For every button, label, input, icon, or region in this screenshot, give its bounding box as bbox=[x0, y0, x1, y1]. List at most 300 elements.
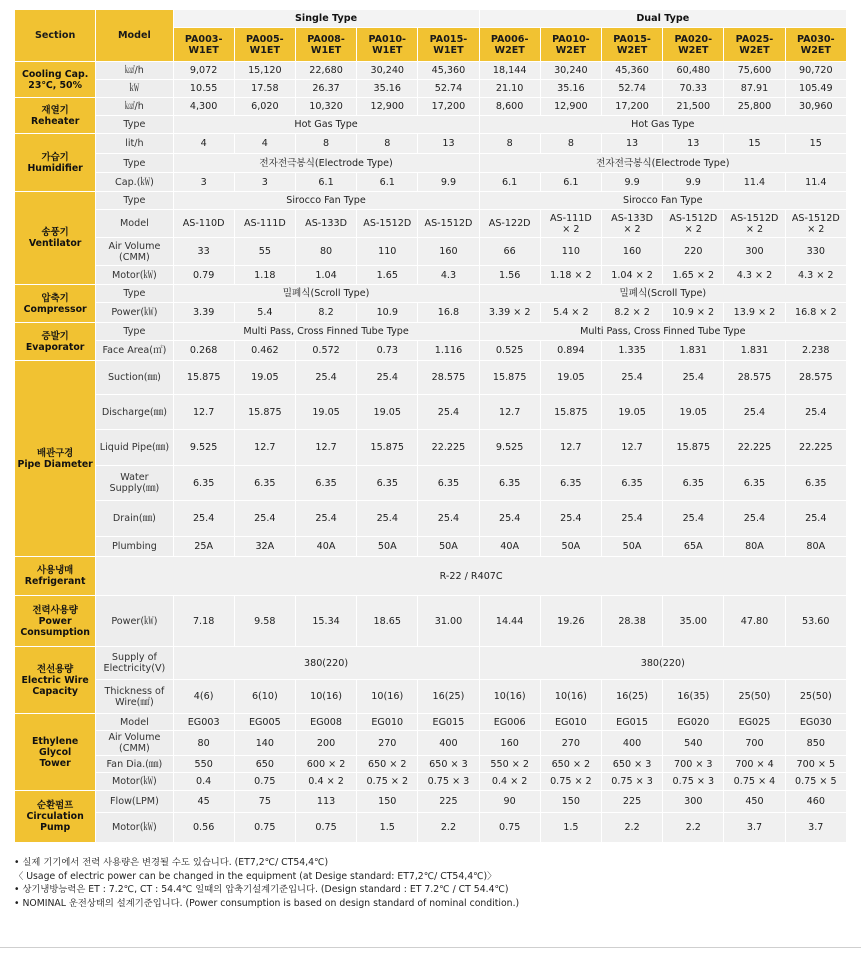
pipe-water-value: 6.35 bbox=[174, 466, 234, 500]
table-row bbox=[15, 154, 846, 172]
reheater-kcal-value: 8,600 bbox=[480, 98, 540, 115]
glycol-model-value: EG030 bbox=[786, 714, 846, 730]
pipe-plumbing-value: 80A bbox=[724, 537, 784, 556]
refrigerant-value: R-22 / R407C bbox=[96, 557, 846, 595]
ventilator-motor-value: 4.3 × 2 bbox=[786, 266, 846, 284]
model-name-part: W2ET bbox=[678, 44, 709, 56]
compressor-type-dual: 밀폐식(Scroll Type) bbox=[480, 285, 846, 302]
reheater-kcal-value: 6,020 bbox=[235, 98, 295, 115]
glycol-motor-value: 0.4 bbox=[174, 773, 234, 790]
glycol-fan-value: 650 × 3 bbox=[418, 756, 478, 772]
glycol-fan-value: 700 × 3 bbox=[663, 756, 723, 772]
pipe-suction-value: 25.4 bbox=[357, 361, 417, 394]
pump-flow-value: 150 bbox=[541, 791, 601, 812]
model-name-part: W1ET bbox=[249, 44, 281, 56]
ventilator-type-dual: Sirocco Fan Type bbox=[480, 192, 846, 209]
pump-motor-value: 2.2 bbox=[602, 813, 662, 842]
pipe-discharge-value: 15.875 bbox=[235, 395, 295, 429]
table-row bbox=[15, 596, 846, 646]
humidifier-type-single: 전자전극봉식(Electrode Type) bbox=[174, 154, 479, 172]
table-row bbox=[15, 238, 846, 265]
model-name-part: PA030- bbox=[796, 33, 835, 45]
glycol-motor-label: Motor(㎾) bbox=[96, 773, 172, 790]
power-consumption-value: 53.60 bbox=[786, 596, 846, 646]
humidifier-lit-value: 13 bbox=[602, 134, 662, 153]
evaporator-face-value: 0.894 bbox=[541, 341, 601, 360]
pipe-liquid-value: 15.875 bbox=[663, 430, 723, 465]
table-row bbox=[15, 647, 846, 679]
pipe-suction-value: 15.875 bbox=[174, 361, 234, 394]
pipe-suction-label: Suction(㎜) bbox=[96, 361, 172, 394]
humidifier-cap-value: 9.9 bbox=[602, 173, 662, 191]
pipe-suction-value: 19.05 bbox=[235, 361, 295, 394]
compressor-power-value: 8.2 × 2 bbox=[602, 303, 662, 322]
compressor-power-value: 8.2 bbox=[296, 303, 356, 322]
power-consumption-value: 14.44 bbox=[480, 596, 540, 646]
reheater-kcal-label: ㎉/h bbox=[96, 98, 172, 115]
model-name-header bbox=[418, 28, 478, 61]
pump-motor-value: 3.7 bbox=[724, 813, 784, 842]
glycol-motor-value: 0.75 × 3 bbox=[663, 773, 723, 790]
reheater-kcal-value: 12,900 bbox=[357, 98, 417, 115]
table-row bbox=[15, 756, 846, 772]
model-name-part: PA025- bbox=[735, 33, 774, 45]
pump-flow-value: 225 bbox=[418, 791, 478, 812]
pump-motor-value: 0.75 bbox=[480, 813, 540, 842]
compressor-power-label: Power(㎾) bbox=[96, 303, 172, 322]
pipe-liquid-value: 12.7 bbox=[541, 430, 601, 465]
section-power: 전력사용량 Power Consumption bbox=[15, 596, 95, 646]
pump-flow-value: 300 bbox=[663, 791, 723, 812]
glycol-model-value: EG005 bbox=[235, 714, 295, 730]
pipe-liquid-value: 15.875 bbox=[357, 430, 417, 465]
ventilator-motor-value: 1.04 bbox=[296, 266, 356, 284]
pipe-liquid-value: 22.225 bbox=[724, 430, 784, 465]
pipe-liquid-value: 12.7 bbox=[602, 430, 662, 465]
evaporator-face-value: 0.268 bbox=[174, 341, 234, 360]
pipe-plumbing-label: Plumbing bbox=[96, 537, 172, 556]
humidifier-lit-value: 4 bbox=[174, 134, 234, 153]
pipe-discharge-value: 19.05 bbox=[357, 395, 417, 429]
humidifier-lit-value: 13 bbox=[418, 134, 478, 153]
pipe-discharge-value: 19.05 bbox=[602, 395, 662, 429]
glycol-fan-value: 650 bbox=[235, 756, 295, 772]
ventilator-motor-value: 0.79 bbox=[174, 266, 234, 284]
humidifier-cap-value: 11.4 bbox=[724, 173, 784, 191]
table-row bbox=[15, 116, 846, 133]
pipe-plumbing-value: 50A bbox=[357, 537, 417, 556]
table-row bbox=[15, 62, 846, 79]
evaporator-type-single: Multi Pass, Cross Finned Tube Type bbox=[174, 323, 479, 340]
pump-flow-value: 450 bbox=[724, 791, 784, 812]
ventilator-model-value: AS-122D bbox=[480, 210, 540, 237]
model-name-part: PA010- bbox=[368, 33, 407, 45]
model-name-part: PA020- bbox=[674, 33, 713, 45]
humidifier-lit-value: 8 bbox=[541, 134, 601, 153]
table-row bbox=[15, 134, 846, 153]
table-row bbox=[15, 210, 846, 237]
pipe-discharge-value: 25.4 bbox=[724, 395, 784, 429]
model-name-part: W1ET bbox=[310, 44, 342, 56]
pump-motor-value: 2.2 bbox=[418, 813, 478, 842]
wire-supply-dual: 380(220) bbox=[480, 647, 846, 679]
pipe-drain-value: 25.4 bbox=[541, 501, 601, 536]
spec-table bbox=[14, 9, 847, 843]
pipe-liquid-value: 12.7 bbox=[235, 430, 295, 465]
section-pipe: 배관구경 Pipe Diameter bbox=[15, 361, 95, 556]
compressor-type-single: 밀폐식(Scroll Type) bbox=[174, 285, 479, 302]
pump-motor-value: 1.5 bbox=[541, 813, 601, 842]
cooling-kw-value: 35.16 bbox=[357, 80, 417, 97]
reheater-kcal-value: 25,800 bbox=[724, 98, 784, 115]
table-row bbox=[15, 430, 846, 465]
evaporator-face-value: 0.73 bbox=[357, 341, 417, 360]
wire-thickness-value: 16(35) bbox=[663, 680, 723, 713]
glycol-fan-value: 600 × 2 bbox=[296, 756, 356, 772]
pipe-plumbing-value: 40A bbox=[296, 537, 356, 556]
table-row bbox=[15, 557, 846, 595]
ventilator-model-value: AS-133D × 2 bbox=[602, 210, 662, 237]
cooling-kw-label: ㎾ bbox=[96, 80, 172, 97]
footnote-1-en: 〈 Usage of electric power can be changed in the equipment (at Desige standard: ET7,2℃/ CT54,4℃)〉 bbox=[14, 870, 497, 882]
humidifier-type-dual: 전자전극봉식(Electrode Type) bbox=[480, 154, 846, 172]
pump-motor-label: Motor(㎾) bbox=[96, 813, 172, 842]
pump-motor-value: 2.2 bbox=[663, 813, 723, 842]
section-compressor: 압축기 Compressor bbox=[15, 285, 95, 322]
table-row bbox=[15, 361, 846, 394]
reheater-type-label: Type bbox=[96, 116, 172, 133]
reheater-kcal-value: 12,900 bbox=[541, 98, 601, 115]
power-consumption-value: 18.65 bbox=[357, 596, 417, 646]
cooling-kcal-value: 22,680 bbox=[296, 62, 356, 79]
pump-flow-label: Flow(LPM) bbox=[96, 791, 172, 812]
power-consumption-value: 7.18 bbox=[174, 596, 234, 646]
cooling-kcal-value: 9,072 bbox=[174, 62, 234, 79]
ventilator-model-value: AS-1512D bbox=[418, 210, 478, 237]
section-cooling: Cooling Cap. 23℃, 50% bbox=[15, 62, 95, 97]
power-consumption-label: Power(㎾) bbox=[96, 596, 172, 646]
glycol-motor-value: 0.4 × 2 bbox=[480, 773, 540, 790]
table-row bbox=[15, 791, 846, 812]
table-row bbox=[15, 466, 846, 500]
ventilator-air-value: 80 bbox=[296, 238, 356, 265]
wire-supply-single: 380(220) bbox=[174, 647, 479, 679]
model-name-part: PA003- bbox=[184, 33, 223, 45]
model-name-part: W2ET bbox=[800, 44, 831, 56]
compressor-power-value: 5.4 bbox=[235, 303, 295, 322]
ventilator-type-single: Sirocco Fan Type bbox=[174, 192, 479, 209]
pipe-drain-label: Drain(㎜) bbox=[96, 501, 172, 536]
ventilator-model-value: AS-1512D × 2 bbox=[724, 210, 784, 237]
wire-thickness-value: 10(16) bbox=[296, 680, 356, 713]
section-pump: 순환펌프 Circulation Pump bbox=[15, 791, 95, 842]
glycol-model-value: EG008 bbox=[296, 714, 356, 730]
glycol-fan-label: Fan Dia.(㎜) bbox=[96, 756, 172, 772]
glycol-air-value: 540 bbox=[663, 731, 723, 755]
footnotes bbox=[14, 856, 847, 910]
ventilator-air-value: 66 bbox=[480, 238, 540, 265]
evaporator-face-value: 0.462 bbox=[235, 341, 295, 360]
pump-flow-value: 75 bbox=[235, 791, 295, 812]
power-consumption-value: 35.00 bbox=[663, 596, 723, 646]
pipe-drain-value: 25.4 bbox=[602, 501, 662, 536]
model-name-header bbox=[602, 28, 662, 61]
humidifier-lit-value: 8 bbox=[480, 134, 540, 153]
power-consumption-value: 9.58 bbox=[235, 596, 295, 646]
pipe-plumbing-value: 50A bbox=[602, 537, 662, 556]
evaporator-face-value: 1.335 bbox=[602, 341, 662, 360]
humidifier-lit-value: 4 bbox=[235, 134, 295, 153]
ventilator-air-value: 33 bbox=[174, 238, 234, 265]
cooling-kcal-value: 30,240 bbox=[357, 62, 417, 79]
glycol-model-value: EG010 bbox=[357, 714, 417, 730]
pipe-water-value: 6.35 bbox=[235, 466, 295, 500]
pipe-drain-value: 25.4 bbox=[357, 501, 417, 536]
pipe-discharge-value: 12.7 bbox=[174, 395, 234, 429]
wire-thickness-label: Thickness of Wire(㎟) bbox=[96, 680, 172, 713]
footnote-1: • 실제 기기에서 전력 사용량은 변경될 수도 있습니다. (ET7,2℃/ CT54,4℃) bbox=[14, 857, 329, 868]
evaporator-type-dual: Multi Pass, Cross Finned Tube Type bbox=[480, 323, 846, 340]
bottom-divider bbox=[0, 947, 861, 948]
pipe-water-value: 6.35 bbox=[541, 466, 601, 500]
cooling-kcal-value: 75,600 bbox=[724, 62, 784, 79]
pump-flow-value: 460 bbox=[786, 791, 846, 812]
cooling-kw-value: 21.10 bbox=[480, 80, 540, 97]
cooling-kw-value: 10.55 bbox=[174, 80, 234, 97]
humidifier-lit-value: 15 bbox=[786, 134, 846, 153]
pipe-suction-value: 19.05 bbox=[541, 361, 601, 394]
humidifier-cap-value: 9.9 bbox=[663, 173, 723, 191]
cooling-kw-value: 17.58 bbox=[235, 80, 295, 97]
model-name-part: PA008- bbox=[307, 33, 345, 45]
glycol-model-label: Model bbox=[96, 714, 172, 730]
pipe-discharge-value: 25.4 bbox=[418, 395, 478, 429]
cooling-kcal-value: 15,120 bbox=[235, 62, 295, 79]
pipe-liquid-label: Liquid Pipe(㎜) bbox=[96, 430, 172, 465]
power-consumption-value: 15.34 bbox=[296, 596, 356, 646]
wire-thickness-value: 16(25) bbox=[418, 680, 478, 713]
pipe-discharge-value: 15.875 bbox=[541, 395, 601, 429]
compressor-type-label: Type bbox=[96, 285, 172, 302]
wire-thickness-value: 25(50) bbox=[724, 680, 784, 713]
table-row bbox=[15, 395, 846, 429]
ventilator-motor-value: 1.18 bbox=[235, 266, 295, 284]
glycol-motor-value: 0.4 × 2 bbox=[296, 773, 356, 790]
compressor-power-value: 13.9 × 2 bbox=[724, 303, 784, 322]
table-row bbox=[15, 714, 846, 730]
ventilator-motor-value: 1.04 × 2 bbox=[602, 266, 662, 284]
glycol-fan-value: 550 bbox=[174, 756, 234, 772]
pipe-suction-value: 25.4 bbox=[602, 361, 662, 394]
model-name-part: PA015- bbox=[429, 33, 468, 45]
evaporator-face-value: 1.831 bbox=[663, 341, 723, 360]
pump-motor-value: 0.75 bbox=[235, 813, 295, 842]
cooling-kw-value: 52.74 bbox=[602, 80, 662, 97]
table-row bbox=[15, 173, 846, 191]
humidifier-lit-value: 13 bbox=[663, 134, 723, 153]
glycol-fan-value: 650 × 3 bbox=[602, 756, 662, 772]
pipe-drain-value: 25.4 bbox=[480, 501, 540, 536]
ventilator-model-value: AS-111D bbox=[235, 210, 295, 237]
glycol-air-value: 270 bbox=[541, 731, 601, 755]
glycol-motor-value: 0.75 × 3 bbox=[418, 773, 478, 790]
glycol-motor-value: 0.75 bbox=[235, 773, 295, 790]
ventilator-model-value: AS-133D bbox=[296, 210, 356, 237]
wire-thickness-value: 10(16) bbox=[541, 680, 601, 713]
pipe-water-value: 6.35 bbox=[602, 466, 662, 500]
model-name-header bbox=[724, 28, 784, 61]
section-reheater: 재열기 Reheater bbox=[15, 98, 95, 133]
pipe-water-value: 6.35 bbox=[724, 466, 784, 500]
model-name-header bbox=[663, 28, 723, 61]
evaporator-face-value: 2.238 bbox=[786, 341, 846, 360]
evaporator-face-value: 0.525 bbox=[480, 341, 540, 360]
cooling-kcal-value: 45,360 bbox=[602, 62, 662, 79]
model-name-part: W1ET bbox=[372, 44, 403, 56]
glycol-air-value: 270 bbox=[357, 731, 417, 755]
section-ventilator: 송풍기 Ventilator bbox=[15, 192, 95, 284]
model-name-header bbox=[357, 28, 417, 61]
evaporator-face-value: 0.572 bbox=[296, 341, 356, 360]
ventilator-air-label: Air Volume (CMM) bbox=[96, 238, 172, 265]
ventilator-type-label: Type bbox=[96, 192, 172, 209]
pipe-drain-value: 25.4 bbox=[174, 501, 234, 536]
glycol-air-value: 200 bbox=[296, 731, 356, 755]
model-name-header bbox=[541, 28, 601, 61]
humidifier-lit-value: 8 bbox=[357, 134, 417, 153]
evaporator-face-value: 1.116 bbox=[418, 341, 478, 360]
humidifier-cap-value: 3 bbox=[174, 173, 234, 191]
reheater-type-dual: Hot Gas Type bbox=[480, 116, 846, 133]
compressor-power-value: 3.39 × 2 bbox=[480, 303, 540, 322]
evaporator-face-label: Face Area(㎡) bbox=[96, 341, 172, 360]
section-humidifier: 가습기 Humidifier bbox=[15, 134, 95, 191]
compressor-power-value: 10.9 bbox=[357, 303, 417, 322]
table-row bbox=[15, 192, 846, 209]
glycol-fan-value: 700 × 5 bbox=[786, 756, 846, 772]
pump-motor-value: 1.5 bbox=[357, 813, 417, 842]
pipe-water-value: 6.35 bbox=[357, 466, 417, 500]
cooling-kcal-value: 45,360 bbox=[418, 62, 478, 79]
ventilator-model-value: AS-1512D bbox=[357, 210, 417, 237]
ventilator-motor-value: 1.18 × 2 bbox=[541, 266, 601, 284]
footnote-2: • 상기냉방능력은 ET : 7.2℃, CT : 54.4℃ 일때의 압축기설계기준입니다. (Design standard : ET 7.2℃ / CT 54.4℃) bbox=[14, 884, 509, 895]
cooling-kw-value: 70.33 bbox=[663, 80, 723, 97]
cooling-kw-value: 105.49 bbox=[786, 80, 846, 97]
ventilator-air-value: 55 bbox=[235, 238, 295, 265]
section-header: Section bbox=[15, 10, 95, 61]
pipe-drain-value: 25.4 bbox=[418, 501, 478, 536]
reheater-kcal-value: 4,300 bbox=[174, 98, 234, 115]
glycol-fan-value: 550 × 2 bbox=[480, 756, 540, 772]
section-glycol: Ethylene Glycol Tower bbox=[15, 714, 95, 790]
pipe-liquid-value: 12.7 bbox=[296, 430, 356, 465]
model-name-part: PA006- bbox=[490, 33, 529, 45]
glycol-model-value: EG003 bbox=[174, 714, 234, 730]
pipe-suction-value: 28.575 bbox=[724, 361, 784, 394]
humidifier-cap-value: 3 bbox=[235, 173, 295, 191]
glycol-motor-value: 0.75 × 3 bbox=[602, 773, 662, 790]
glycol-model-value: EG010 bbox=[541, 714, 601, 730]
pump-motor-value: 0.56 bbox=[174, 813, 234, 842]
compressor-power-value: 3.39 bbox=[174, 303, 234, 322]
ventilator-air-value: 330 bbox=[786, 238, 846, 265]
table-row bbox=[15, 323, 846, 340]
glycol-air-value: 400 bbox=[418, 731, 478, 755]
pipe-plumbing-value: 40A bbox=[480, 537, 540, 556]
reheater-kcal-value: 30,960 bbox=[786, 98, 846, 115]
ventilator-motor-label: Motor(㎾) bbox=[96, 266, 172, 284]
pipe-drain-value: 25.4 bbox=[663, 501, 723, 536]
glycol-model-value: EG006 bbox=[480, 714, 540, 730]
cooling-kcal-label: ㎉/h bbox=[96, 62, 172, 79]
pipe-plumbing-value: 65A bbox=[663, 537, 723, 556]
ventilator-air-value: 220 bbox=[663, 238, 723, 265]
pipe-plumbing-value: 32A bbox=[235, 537, 295, 556]
glycol-fan-value: 650 × 2 bbox=[357, 756, 417, 772]
humidifier-cap-value: 6.1 bbox=[296, 173, 356, 191]
ventilator-air-value: 160 bbox=[418, 238, 478, 265]
compressor-power-value: 16.8 × 2 bbox=[786, 303, 846, 322]
pipe-water-value: 6.35 bbox=[663, 466, 723, 500]
table-row bbox=[15, 731, 846, 755]
cooling-kcal-value: 18,144 bbox=[480, 62, 540, 79]
humidifier-cap-value: 6.1 bbox=[541, 173, 601, 191]
pipe-discharge-value: 12.7 bbox=[480, 395, 540, 429]
pipe-liquid-value: 9.525 bbox=[480, 430, 540, 465]
table-row bbox=[15, 341, 846, 360]
ventilator-model-value: AS-1512D × 2 bbox=[663, 210, 723, 237]
glycol-motor-value: 0.75 × 5 bbox=[786, 773, 846, 790]
model-name-header bbox=[235, 28, 295, 61]
footnote-3: • NOMINAL 운전상태의 설계기준입니다. (Power consumption is based on design standard of nominal condition.) bbox=[14, 897, 520, 909]
pipe-drain-value: 25.4 bbox=[724, 501, 784, 536]
pipe-water-value: 6.35 bbox=[480, 466, 540, 500]
humidifier-lit-value: 8 bbox=[296, 134, 356, 153]
humidifier-lit-label: lit/h bbox=[96, 134, 172, 153]
power-consumption-value: 19.26 bbox=[541, 596, 601, 646]
model-name-part: W2ET bbox=[555, 44, 587, 56]
model-header: Model bbox=[96, 10, 172, 61]
ventilator-air-value: 110 bbox=[357, 238, 417, 265]
model-name-part: W1ET bbox=[188, 44, 219, 56]
cooling-kcal-value: 30,240 bbox=[541, 62, 601, 79]
cooling-kw-value: 26.37 bbox=[296, 80, 356, 97]
pipe-suction-value: 28.575 bbox=[786, 361, 846, 394]
model-name-part: W2ET bbox=[616, 44, 648, 56]
table-row bbox=[15, 80, 846, 97]
model-name-part: PA015- bbox=[613, 33, 651, 45]
model-name-header bbox=[174, 28, 234, 61]
reheater-kcal-value: 21,500 bbox=[663, 98, 723, 115]
pump-flow-value: 150 bbox=[357, 791, 417, 812]
ventilator-motor-value: 1.65 × 2 bbox=[663, 266, 723, 284]
ventilator-model-label: Model bbox=[96, 210, 172, 237]
pipe-suction-value: 28.575 bbox=[418, 361, 478, 394]
wire-thickness-value: 10(16) bbox=[357, 680, 417, 713]
glycol-model-value: EG015 bbox=[602, 714, 662, 730]
table-row bbox=[15, 266, 846, 284]
pipe-water-value: 6.35 bbox=[296, 466, 356, 500]
humidifier-cap-value: 11.4 bbox=[786, 173, 846, 191]
pipe-plumbing-value: 50A bbox=[541, 537, 601, 556]
pipe-discharge-value: 19.05 bbox=[663, 395, 723, 429]
cooling-kcal-value: 90,720 bbox=[786, 62, 846, 79]
evaporator-face-value: 1.831 bbox=[724, 341, 784, 360]
model-name-part: PA010- bbox=[552, 33, 590, 45]
ventilator-air-value: 160 bbox=[602, 238, 662, 265]
glycol-air-label: Air Volume (CMM) bbox=[96, 731, 172, 755]
